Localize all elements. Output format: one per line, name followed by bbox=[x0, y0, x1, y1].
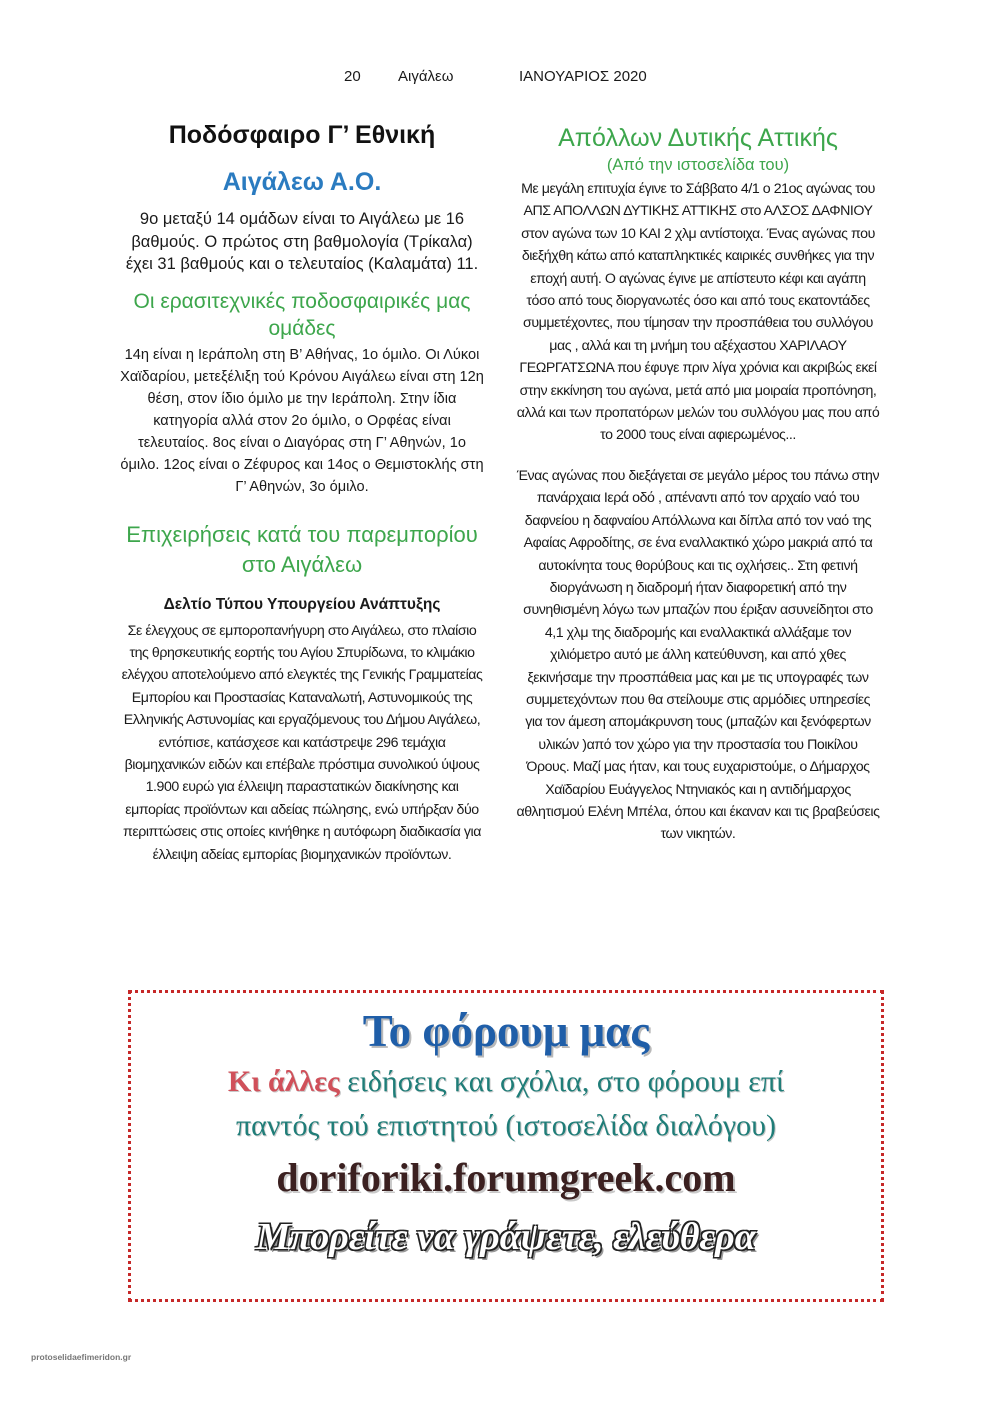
apollon-title: Απόλλων Δυτικής Αττικής bbox=[558, 124, 838, 152]
forum-title: Το φόρουμ μας bbox=[362, 1006, 650, 1056]
business-section-title: Επιχειρήσεις κατά του παρεμπορίου στο Αιγάλεω bbox=[126, 521, 478, 577]
apollon-subtitle: (Από την ιστοσελίδα του) bbox=[606, 156, 790, 174]
apollon-paragraph-2: Ένας αγώνας που διεξάγεται σε μεγάλο μέρος του πάνω στην πανάρχαια Ιερά οδό , απέναντι από τον αρχαίο ναό του δαφνείου η δαφναίου Απόλλωνα και δίπλα από τον ναό της Αφαίας Αφροδίτης, σε ένα εναλλακτικό χώρο μακριά από τα αυτοκίνητα τους θορύβους και τις οχλήσεις.. Στη φετινή διοργάνωση η διαδρομή ήταν διαφορετική από την συνηθισμένη λόγω των μπαζών που έριξαν ασυνείδητοι στο 4,1 χλμ της διαδρομής και εναλλακτικά αλλάξαμε τον χιλιόμετρο αυτό με άλλη κατεύθυνση, και από χθες ξεκινήσαμε την προσπάθεια μας και με τις υπογραφές των συμμετεχόντων που θα στείλουμε στις αρμόδιες υπηρεσίες για τον άμεση απομάκρυνση τους (μπαζών και ξενόφερτων υλικών )από τον χώρο για την προστασία του Ποικίλου Όρους. Μαζί μας ήταν, και τους ευχαριστούμε, ο Δήμαρχος Χαϊδαρίου Ευάγγελος Ντηνιακός και η αντιδήμαρχος αθλητισμού Ελένη Μπέλα, όπου και έκαναν και τις βραβεύσεις των νικητών. bbox=[516, 467, 880, 843]
forum-tagline: Μπορείτε να γράψετε, ελεύθερα bbox=[256, 1216, 756, 1258]
standing-paragraph: 9ο μεταξύ 14 ομάδων είναι το Αιγάλεω με 16 βαθμούς. Ο πρώτος στη βαθμολογία (Τρίκαλα) έχει 31 βαθμούς και ο τελευταίος (Καλαμάτα) 11. bbox=[125, 210, 479, 273]
issue-date: ΙΑΝΟΥΑΡΙΟΣ 2020 bbox=[519, 68, 647, 85]
amateur-teams-title: Οι ερασιτεχνικές ποδοσφαιρικές μας ομάδες bbox=[133, 289, 471, 340]
forum-highlight: Κι άλλες bbox=[227, 1065, 340, 1098]
page-number: 20 bbox=[344, 68, 361, 85]
left-column bbox=[118, 118, 486, 866]
paragraph-spacer bbox=[516, 447, 880, 465]
amateur-teams-paragraph: 14η είναι η Ιεράπολη στη Β’ Αθήνας, 1ο όμιλο. Οι Λύκοι Χαϊδαρίου, μετεξέλιξη τού Κρόνου Αιγάλεω είναι στη 12η θέση, στον ίδιο όμιλο με την Ιεράπολη. Στην ίδια κατηγορία αλλά στον 2ο όμιλο, ο Ορφέας είναι τελευταίος. 8ος είναι ο Διαγόρας στη Γ’ Αθηνών, 1ο όμιλο. 12ος είναι ο Ζέφυρος και 14ος ο Θεμιστοκλής στη Γ’ Αθηνών, 3ο όμιλο. bbox=[120, 346, 484, 495]
press-release-paragraph: Σε έλεγχους σε εμποροπανήγυρη στο Αιγάλεω, στο πλαίσιο της θρησκευτικής εορτής του Αγίου Σπυρίδωνα, το κλιμάκιο ελέγχου αποτελούμενο από ελεγκτές της Γενικής Γραμματείας Εμπορίου και Προστασίας Καταναλωτή, Αστυνομικούς της Ελληνικής Αστυνομίας και εργαζόμενους του Δήμου Αιγάλεω, εντόπισε, κατάσχεσε και κατάστρεψε 296 τεμάχια βιομηχανικών ειδών και επέβαλε πρόστιμα συνολικού ύψους 1.900 ευρώ για έλλειψη παραστατικών διακίνησης και εμπορίας προϊόντων και αδείας πώλησης, ενώ υπήρξαν δύο περιπτώσεις στις οποίες κινήθηκε η αυτόφωρη διαδικασία για έλλειψη αδείας εμπορίας βιομηχανικών προϊόντων. bbox=[121, 622, 483, 863]
press-release-title: Δελτίο Τύπου Υπουργείου Ανάπτυξης bbox=[163, 595, 441, 613]
forum-url-link[interactable]: doriforiki.forumgreek.com bbox=[276, 1155, 736, 1200]
football-section-title: Ποδόσφαιρο Γ’ Εθνική bbox=[168, 121, 436, 149]
forum-line-1-text: ειδήσεις και σχόλια, στο φόρουμ επί bbox=[339, 1065, 785, 1098]
forum-ad-box bbox=[128, 990, 884, 1302]
footer-watermark: protoselidaefimeridon.gr bbox=[31, 1352, 132, 1362]
publication-name: Αιγάλεω bbox=[398, 68, 454, 85]
forum-line-2: παντός τού επιστητού (ιστοσελίδα διαλόγου) bbox=[235, 1109, 776, 1142]
team-title: Αιγάλεω Α.Ο. bbox=[222, 168, 382, 196]
forum-line-1 bbox=[131, 1063, 881, 1101]
apollon-paragraph-1: Με μεγάλη επιτυχία έγινε το Σάββατο 4/1 ο 21ος αγώνας του ΑΠΣ ΑΠΟΛΛΩΝ ΔΥΤΙΚΗΣ ΑΤΤΙΚΗΣ στο ΑΛΣΟΣ ΔΑΦΝΙΟΥ στον αγώνα των 10 ΚΑΙ 2 χλμ αντίστοιχα. Ένας αγώνας που διεξήχθη κάτω από καταπληκτικές καιρικές συνθήκες για την εποχή αυτή. Ο αγώνας έγινε με απίστευτο κέφι και αγάπη τόσο από τους διοργανωτές όσο και από τους εκατοντάδες συμμετέχοντες, που τίμησαν την προσπάθεια του συλλόγου μας , αλλά και τη μνήμη του αξέχαστου ΧΑΡΙΛΑΟΥ ΓΕΩΡΓΑΤΣΩΝΑ που έφυγε πριν λίγα χρόνια και ακριβώς εκεί στην εκκίνηση του αγώνα, μετά από μια μοιραία προπόνηση, αλλά και των προπατόρων μελών του συλλόγου μας που από το 2000 τους είναι αφιερωμένος... bbox=[516, 181, 880, 444]
right-column bbox=[516, 122, 880, 846]
